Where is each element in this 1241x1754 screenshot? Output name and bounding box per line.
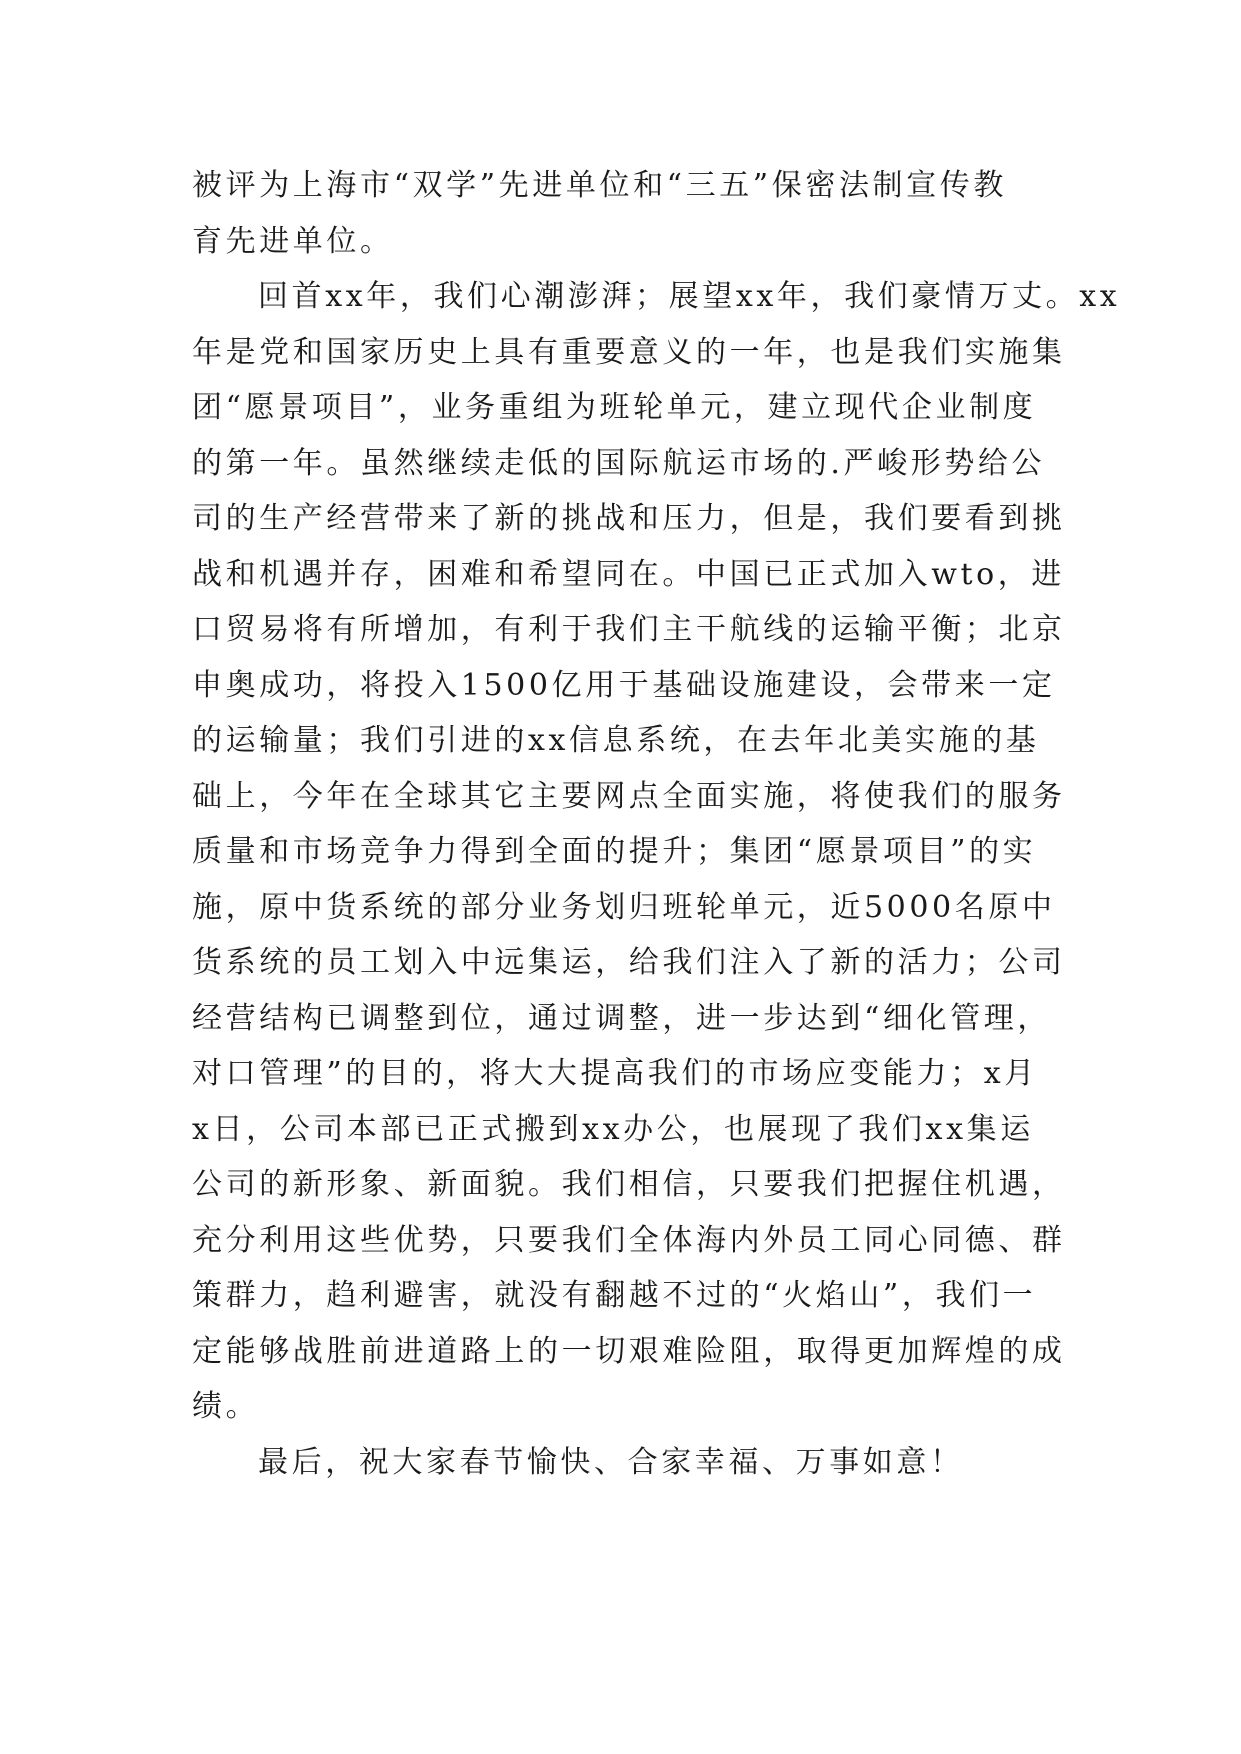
text-line: 经营结构已调整到位，通过调整，进一步达到“细化管理， — [192, 1000, 1051, 1036]
text-line: 对口管理”的目的，将大大提高我们的市场应变能力；x月 — [192, 1056, 1038, 1091]
closing-line: 最后，祝大家春节愉快、合家幸福、万事如意！ — [258, 1444, 964, 1480]
text-line: 被评为上海市“双学”先进单位和“三五”保密法制宣传教 — [192, 168, 1007, 203]
text-line: 团“愿景项目”，业务重组为班轮单元，建立现代企业制度 — [192, 390, 1037, 425]
text-line: 充分利用这些优势，只要我们全体海内外员工同心同德、群 — [192, 1222, 1066, 1258]
text-line: 绩。 — [192, 1389, 260, 1424]
text-line: 年是党和国家历史上具有重要意义的一年，也是我们实施集 — [192, 334, 1066, 370]
text-line: 司的生产经营带来了新的挑战和压力，但是，我们要看到挑 — [192, 501, 1066, 536]
text-line: 质量和市场竞争力得到全面的提升；集团“愿景项目”的实 — [192, 834, 1037, 869]
text-line: 公司的新形象、新面貌。我们相信，只要我们把握住机遇， — [192, 1167, 1066, 1202]
text-line: 口贸易将有所增加，有利于我们主干航线的运输平衡；北京 — [192, 612, 1066, 647]
text-line: 申奥成功，将投入1500亿用于基础设施建设，会带来一定 — [192, 667, 1056, 703]
text-line: 货系统的员工划入中远集运，给我们注入了新的活力；公司 — [192, 945, 1066, 980]
text-line: 的第一年。虽然继续走低的国际航运市场的.严峻形势给公 — [192, 445, 1046, 481]
text-line: 定能够战胜前进道路上的一切艰难险阻，取得更加辉煌的成 — [192, 1333, 1066, 1369]
text-line: 策群力，趋利避害，就没有翻越不过的“火焰山”，我们一 — [192, 1278, 1037, 1313]
paragraph-start-line: 回首xx年，我们心潮澎湃；展望xx年，我们豪情万丈。xx — [258, 279, 1121, 314]
text-line: x日，公司本部已正式搬到xx办公，也展现了我们xx集运 — [192, 1111, 1034, 1147]
document-body — [192, 158, 1121, 1490]
text-line: 施，原中货系统的部分业务划归班轮单元，近5000名原中 — [192, 889, 1056, 925]
text-line: 的运输量；我们引进的xx信息系统，在去年北美实施的基 — [192, 723, 1040, 758]
text-line: 战和机遇并存，困难和希望同在。中国已正式加入wto，进 — [192, 556, 1065, 592]
text-line: 础上，今年在全球其它主要网点全面实施，将使我们的服务 — [192, 778, 1066, 814]
text-line: 育先进单位。 — [192, 223, 394, 259]
